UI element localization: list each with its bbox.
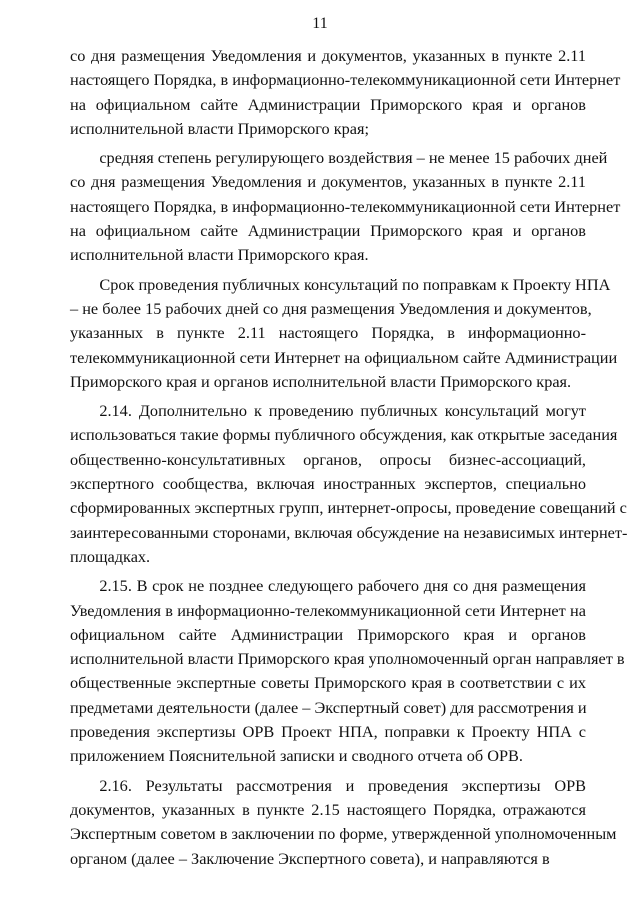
text-line: исполнительной власти Приморского края. — [70, 245, 369, 265]
text-line: Приморского края и органов исполнительной власти Приморского края. — [70, 371, 572, 391]
text-line: исполнительной власти Приморского края уполномоченный орган направляет в — [70, 649, 625, 669]
text-line: площадках. — [70, 546, 151, 566]
text-line: заинтересованными сторонами, включая обсуждение на независимых интернет- — [70, 522, 628, 542]
text-line: – не более 15 рабочих дней со дня размещения Уведомления и документов, — [70, 298, 592, 318]
text-line: проведения экспертизы ОРВ Проект НПА, поправки к Проекту НПА с — [70, 722, 586, 742]
text-line: официальном сайте Администрации Приморского края и органов — [70, 624, 586, 644]
text-line: приложением Пояснительной записки и сводного отчета об ОРВ. — [70, 746, 523, 766]
text-line: Срок проведения публичных консультаций по поправкам к Проекту НПА — [99, 274, 611, 294]
text-line: настоящего Порядка, в информационно-телекоммуникационной сети Интернет — [70, 70, 621, 90]
paragraph — [70, 399, 628, 569]
paragraph — [70, 44, 621, 141]
text-line: экспертного сообщества, включая иностранных экспертов, специально — [70, 474, 586, 494]
text-line: использоваться такие формы публичного обсуждения, как открытые заседания — [70, 425, 618, 445]
paragraph — [70, 574, 625, 768]
text-line: на официальном сайте Администрации Приморского края и органов — [70, 94, 586, 114]
text-line: общественно-консультативных органов, опросы бизнес-ассоциаций, — [70, 449, 586, 469]
text-line: Экспертным советом в заключении по форме, утвержденной уполномоченным — [70, 824, 617, 844]
paragraph — [70, 146, 621, 267]
text-line: со дня размещения Уведомления и документов, указанных в пункте 2.11 — [70, 46, 586, 65]
text-line: Уведомления в информационно-телекоммуникационной сети Интернет на — [70, 600, 586, 620]
text-line: 2.16. Результаты рассмотрения и проведения экспертизы ОРВ — [99, 775, 586, 795]
text-line: на официальном сайте Администрации Приморского края и органов — [70, 221, 586, 241]
text-line: 2.15. В срок не позднее следующего рабочего дня со дня размещения — [99, 576, 586, 596]
text-line: сформированных экспертных групп, интернет-опросы, проведение совещаний с — [70, 498, 627, 518]
text-line: предметами деятельности (далее – Экспертный совет) для рассмотрения и — [70, 697, 587, 717]
page-number: 11 — [312, 15, 328, 32]
text-line: телекоммуникационной сети Интернет на официальном сайте Администрации — [70, 347, 618, 367]
text-line: документов, указанных в пункте 2.15 настоящего Порядка, отражаются — [70, 799, 586, 819]
paragraph — [70, 273, 618, 394]
text-line: органом (далее – Заключение Экспертного совета), и направляются в — [70, 848, 550, 868]
text-line: общественные экспертные советы Приморского края в соответствии с их — [70, 673, 586, 693]
text-line: настоящего Порядка, в информационно-телекоммуникационной сети Интернет — [70, 196, 621, 216]
text-line: со дня размещения Уведомления и документов, указанных в пункте 2.11 — [70, 172, 586, 192]
text-line: средняя степень регулирующего воздействия – не менее 15 рабочих дней — [99, 148, 608, 168]
paragraph — [70, 774, 617, 871]
text-line: 2.14. Дополнительно к проведению публичных консультаций могут — [99, 401, 586, 421]
document-body — [70, 44, 628, 871]
text-line: исполнительной власти Приморского края; — [70, 118, 370, 138]
text-line: указанных в пункте 2.11 настоящего Порядка, в информационно- — [70, 323, 586, 343]
